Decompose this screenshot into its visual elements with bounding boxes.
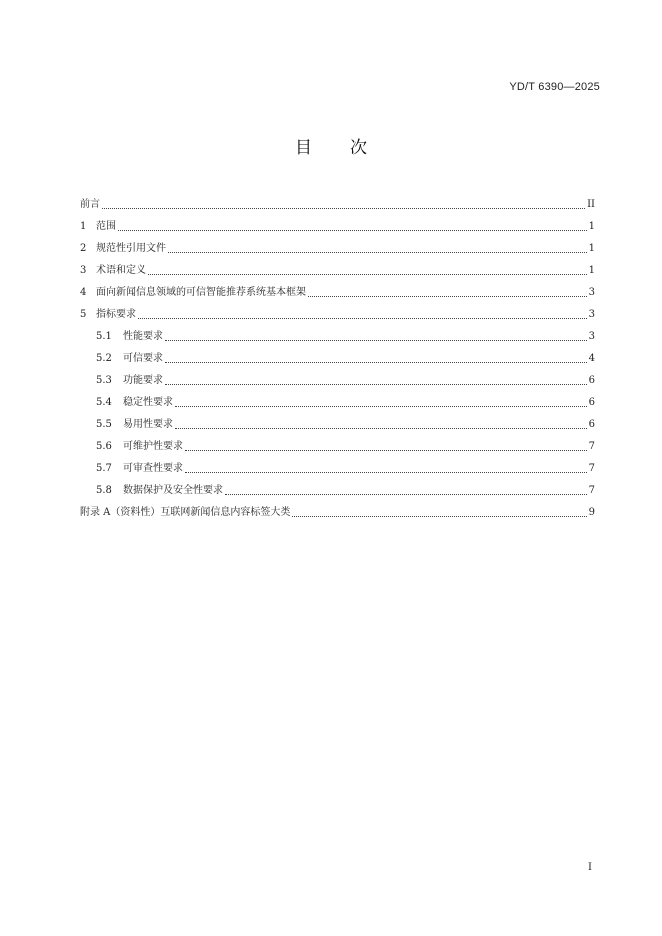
toc-entry-label: 范围	[96, 221, 116, 232]
table-of-contents	[80, 190, 595, 520]
toc-leader-dots	[168, 252, 587, 253]
page-title: 目次	[295, 138, 405, 158]
toc-entry-label: 可信要求	[123, 353, 163, 364]
toc-entry-label: 前言	[80, 199, 100, 210]
toc-entry-number: 4	[80, 287, 87, 298]
toc-leader-dots	[185, 450, 587, 451]
toc-entry[interactable]	[80, 498, 595, 520]
toc-entry-label: 易用性要求	[123, 419, 173, 430]
toc-leader-dots	[148, 274, 587, 275]
toc-entry-label: 可审查性要求	[123, 463, 183, 474]
toc-entry-label: 面向新闻信息领域的可信智能推荐系统基本框架	[96, 287, 306, 298]
toc-entry-page: 3	[588, 309, 595, 320]
toc-entry[interactable]	[80, 278, 595, 300]
toc-entry-number: 5.2	[96, 353, 112, 364]
toc-entry-number: 5.6	[96, 441, 112, 452]
toc-entry[interactable]	[80, 410, 595, 432]
toc-entry-page: 6	[588, 397, 595, 408]
toc-entry[interactable]	[80, 234, 595, 256]
toc-entry[interactable]	[80, 256, 595, 278]
toc-entry-label: 指标要求	[96, 309, 136, 320]
toc-leader-dots	[225, 494, 587, 495]
toc-entry-page: 1	[588, 265, 595, 276]
toc-entry-page: II	[587, 199, 595, 210]
document-code: YD/T 6390—2025	[509, 81, 600, 93]
toc-entry[interactable]	[80, 432, 595, 454]
toc-entry-label: 可维护性要求	[123, 441, 183, 452]
toc-entry[interactable]	[80, 212, 595, 234]
toc-entry-number: 2	[80, 243, 87, 254]
toc-entry[interactable]	[80, 388, 595, 410]
toc-leader-dots	[175, 428, 587, 429]
toc-entry[interactable]	[80, 454, 595, 476]
toc-entry-page: 3	[588, 331, 595, 342]
toc-entry-page: 1	[588, 243, 595, 254]
toc-entry-page: 7	[588, 463, 595, 474]
toc-entry[interactable]	[80, 322, 595, 344]
toc-entry[interactable]	[80, 344, 595, 366]
toc-entry-label: 数据保护及安全性要求	[123, 485, 223, 496]
toc-entry-label: 稳定性要求	[123, 397, 173, 408]
toc-entry-label: 功能要求	[123, 375, 163, 386]
toc-entry-page: 6	[588, 419, 595, 430]
toc-leader-dots	[165, 340, 587, 341]
toc-entry-number: 5.4	[96, 397, 112, 408]
toc-leader-dots	[138, 318, 587, 319]
toc-leader-dots	[165, 384, 587, 385]
toc-entry-page: 6	[588, 375, 595, 386]
toc-leader-dots	[118, 230, 587, 231]
toc-entry[interactable]	[80, 476, 595, 498]
toc-leader-dots	[308, 296, 587, 297]
toc-entry-number: 5	[80, 309, 87, 320]
toc-leader-dots	[185, 472, 587, 473]
toc-entry-number: 5.5	[96, 419, 112, 430]
toc-entry-number: 5.8	[96, 485, 112, 496]
toc-entry-page: 9	[588, 507, 595, 518]
toc-entry-page: 3	[588, 287, 595, 298]
toc-entry[interactable]	[80, 300, 595, 322]
toc-entry-number: 5.7	[96, 463, 112, 474]
toc-leader-dots	[175, 406, 587, 407]
toc-leader-dots	[102, 208, 585, 209]
toc-entry-page: 7	[588, 485, 595, 496]
toc-entry-label: 规范性引用文件	[96, 243, 166, 254]
toc-entry-number: 3	[80, 265, 87, 276]
toc-entry-page: 1	[588, 221, 595, 232]
toc-entry[interactable]	[80, 366, 595, 388]
toc-entry-number: 1	[80, 221, 87, 232]
toc-entry-label: 性能要求	[123, 331, 163, 342]
toc-entry-label: 附录 A（资料性）互联网新闻信息内容标签大类	[80, 507, 291, 518]
toc-entry[interactable]	[80, 190, 595, 212]
toc-leader-dots	[292, 516, 586, 517]
toc-entry-page: 7	[588, 441, 595, 452]
toc-entry-page: 4	[588, 353, 595, 364]
toc-entry-number: 5.3	[96, 375, 112, 386]
toc-leader-dots	[165, 362, 587, 363]
toc-entry-label: 术语和定义	[96, 265, 146, 276]
toc-entry-number: 5.1	[96, 331, 112, 342]
page-number: I	[588, 862, 592, 873]
